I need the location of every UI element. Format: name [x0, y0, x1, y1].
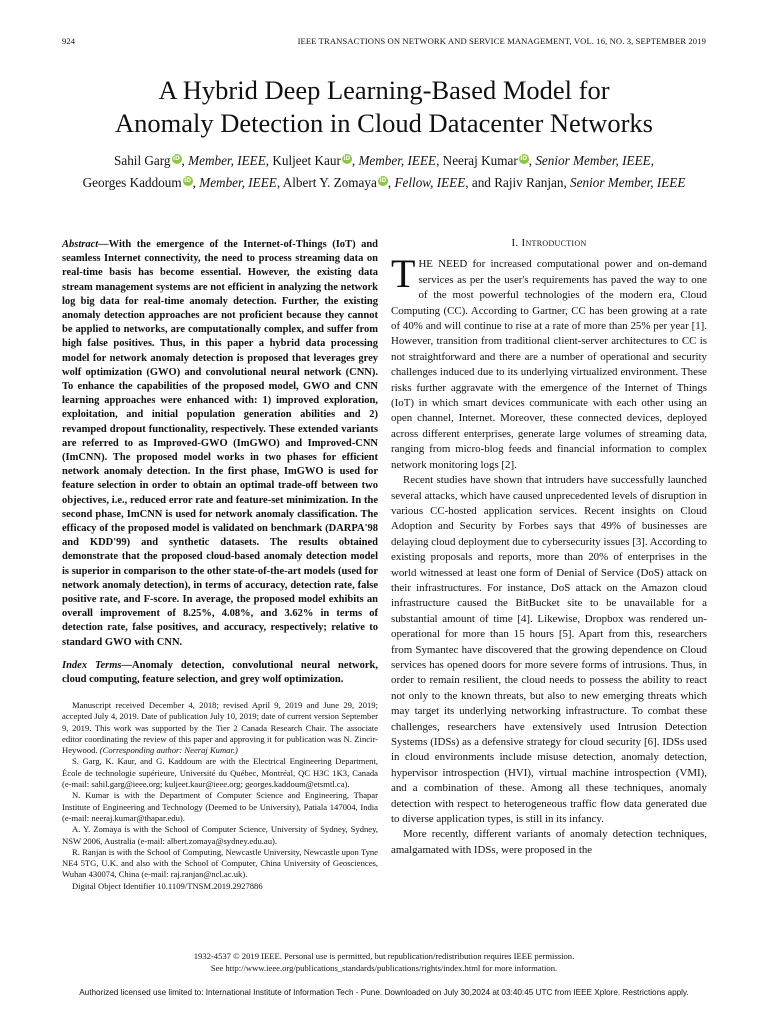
copyright-footer	[40, 951, 728, 974]
author-name: Georges Kaddoum	[82, 175, 182, 190]
author-name: Albert Y. Zomaya	[282, 175, 377, 190]
author-name: Neeraj Kumar	[442, 153, 518, 168]
affiliation-note: R. Ranjan is with the School of Computing, Newcastle University, Newcastle upon Tyne NE4 5TG, U.K. and also with the School of Computer, China University of Geosciences, Wuhan 430074, China (e-mail: raj.ranjan@ncl.ac.uk).	[62, 846, 378, 880]
title-line-1: A Hybrid Deep Learning-Based Model for	[158, 75, 610, 105]
abstract-text: —With the emergence of the Internet-of-Things (IoT) and seamless Internet connectivity, the need to process streaming data on real-time basis has become essential. However, the existing data stream management systems are not efficient in analyzing the network log big data for real-time anomaly detection. Further, the existing anomaly detection approaches are not proficient because they cannot be applied to networks, are computationally complex, and suffer from high false positives. Thus, in this paper a hybrid data processing model for network anomaly detection is proposed that leverages grey wolf optimization (GWO) and convolutional neural network (CNN). To enhance the capabilities of the proposed model, GWO and CNN learning approaches were enhanced with: 1) improved exploration, exploitation, and initial population generation abilities and 2) revamped dropout functionality, respectively. These extended variants are referred to as Improved-GWO (ImGWO) and Improved-CNN (ImCNN). The proposed model works in two phases for efficient network anomaly detection. In the first phase, ImGWO is used for feature selection in order to obtain an optimal trade-off between two objectives, i.e., reduced error rate and feature-set minimization. In the second phase, ImCNN is used for network anomaly classification. The efficacy of the proposed model is validated on benchmark (DARPA'98 and KDD'99) and synthetic datasets. The results obtained demonstrate that the proposed cloud-based anomaly detection model is superior in comparison to the other state-of-the-art models (used for network anomaly detection), in terms of accuracy, detection rate, false positive rate, and F-score. In average, the proposed model exhibits an overall improvement of 8.25%, 4.08%, and 3.62% in terms of detection rate, false positives, and accuracy, respectively; relative to standard GWO with CNN.	[62, 239, 378, 648]
author-title: Fellow, IEEE	[394, 175, 466, 190]
footnotes	[62, 700, 378, 892]
license-notice: Authorized licensed use limited to: International Institute of Information Tech - Pune. Downloaded on July 30,2024 at 03:40:45 UTC from IEEE Xplore. Restrictions apply.	[79, 988, 689, 997]
corresponding-author: (Corresponding author: Neeraj Kumar.)	[99, 745, 238, 756]
index-terms-text: —Anomaly detection, convolutional neural network, cloud computing, feature selection, and grey wolf optimization.	[62, 659, 378, 686]
copyright-line: 1932-4537 © 2019 IEEE. Personal use is permitted, but republication/redistribution requires IEEE permission.	[193, 951, 575, 961]
affiliation-note: S. Garg, K. Kaur, and G. Kaddoum are with the Electrical Engineering Department, École de technologie supérieure, Université du Québec, Montréal, QC H3C 1K3, Canada (e-mail: sahil.garg@ieee.org; kuljeet.kaur@ieee.org; georges.kaddoum@etsmtl.ca).	[62, 756, 378, 790]
orcid-icon[interactable]: iD	[343, 154, 351, 162]
orcid-icon[interactable]: iD	[520, 154, 528, 162]
affiliation-note: N. Kumar is with the Department of Computer Science and Engineering, Thapar Institute of Engineering and Technology (Deemed to be University), Patiala 147004, India (e-mail: neeraj.kumar@thapar.edu).	[62, 790, 378, 823]
orcid-icon[interactable]: iD	[184, 176, 192, 184]
abstract-label: Abstract	[62, 239, 99, 250]
section-heading: I. Introduction	[511, 237, 587, 249]
rights-link[interactable]: See http://www.ieee.org/publications_standards/publications/rights/index.html for more information.	[210, 962, 558, 973]
intro-paragraph: More recently, different variants of anomaly detection techniques, amalgamated with IDSs, were proposed in the	[391, 828, 707, 856]
intro-paragraph: Recent studies have shown that intruders have successfully launched several attacks, which have caused unprecedented levels of disruption in various CC-hosted application services. Recent insights on Cloud Adoption and Security by Forbes says that 49% of businesses are delaying cloud deployment due to cybersecurity issues [3]. According to existing proposals and reports, more than 20% of enterprises in the world witnessed at least one form of Denial of Service (DoS) attack on their infrastructures. For instance, DoS attack on the Amazon cloud infrastructure caused the BitBucket site to be unavailable for a substantial amount of time [4]. Likewise, Dropbox was rendered un-operational for more than 15 hours [5]. Apart from this, researchers from Symantec have discovered that the growing dependence on Cloud services has opened doors for more severe forms of intrusions. Thus, in order to remain resilient, the cloud needs to possess the ability to react not only to the known threats, but also to new emerging threats which may target its underlying networking infrastructure. To combat these challenges, researchers have extensively used Intrusion Detection Systems (IDSs) as a defensive strategy for cloud security [6]. IDSs used in cloud environments include misuse detection, anomaly detection, hypervisor introspection (HVI), virtual machine introspection (VMI), and a combination of these. Among all these techniques, anomaly detection with respect to heterogeneous traffic flow data generated due to diverse application types, is still in its infancy.	[391, 474, 707, 826]
author-name: Rajiv Ranjan	[494, 175, 564, 190]
title-line-2: Anomaly Detection in Cloud Datacenter Networks	[115, 108, 653, 138]
manuscript-note: Manuscript received December 4, 2018; revised April 9, 2019 and June 29, 2019; accepted July 4, 2019. Date of publication July 10, 2019; date of current version September 9, 2019. This work was supported by the Tier 2 Canada Research Chair. The associate editor coordinating the review of this paper and approving it for publication was N. Zincir-Heywood. (Corresponding author: Neeraj Kumar.)	[62, 700, 378, 756]
author-title: Member, IEEE	[358, 153, 437, 168]
paper-title	[40, 74, 728, 140]
affiliation-note: A. Y. Zomaya is with the School of Computer Science, University of Sydney, Sydney, NSW 2006, Australia (e-mail: albert.zomaya@sydney.edu.au).	[62, 824, 378, 846]
author-title: Senior Member, IEEE	[570, 175, 686, 190]
orcid-icon[interactable]: iD	[379, 176, 387, 184]
journal-header: IEEE TRANSACTIONS ON NETWORK AND SERVICE MANAGEMENT, VOL. 16, NO. 3, SEPTEMBER 2019	[297, 36, 706, 46]
author-title: Member, IEEE	[199, 175, 277, 190]
index-terms-label: Index Terms	[62, 659, 122, 671]
drop-cap: T	[391, 251, 416, 297]
left-column	[62, 238, 378, 687]
abstract	[62, 238, 378, 650]
index-terms	[62, 659, 378, 687]
right-column	[391, 236, 707, 858]
author-list: Sahil Garg iD, Member, IEEE, Kuljeet Kaur iD, Member, IEEE, Neeraj Kumar iD, Senior Member, IEEE, Georges Kaddoum iD, Member, IEEE, Albert Y. Zomaya iD, Fellow, IEEE, and Rajiv Ranjan, Senior Member, IEEE	[82, 153, 686, 190]
orcid-icon[interactable]: iD	[173, 154, 181, 162]
author-title: Senior Member, IEEE	[535, 153, 651, 168]
doi-note: Digital Object Identifier 10.1109/TNSM.2019.2927886	[72, 880, 263, 891]
author-name: Sahil Garg	[114, 153, 171, 168]
intro-paragraph: THE NEED for increased computational power and on-demand services as per the user's requirements has paved the way to one of the most powerful technologies of the modern era, Cloud Computing (CC). According to Gartner, CC has been growing at a rate of 40% and will continue to rise at a rate of more than 25% per year [1]. However, transition from traditional client-server architectures to CC is not straightforward and there are a number of operational and security challenges induced due to its underlying virtualized environment. These risks further aggravate with the emergence of the Internet of Things (IoT) in which smart devices communicate with each other using an open channel, Internet. Moreover, these connected devices, deployed across different enterprises, generate large volumes of streaming data, ranging from micro-blog feeds and financial information to complex network monitoring logs [2].	[391, 251, 707, 471]
page-number: 924	[62, 36, 76, 46]
author-title: Member, IEEE	[188, 153, 266, 168]
author-name: Kuljeet Kaur	[272, 153, 341, 168]
